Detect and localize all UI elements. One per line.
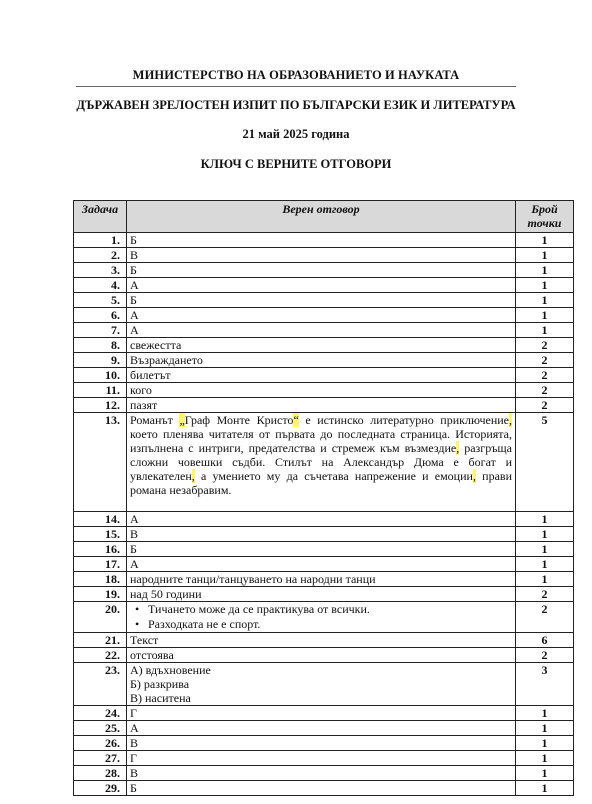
- correct-answer: над 50 години: [127, 587, 516, 602]
- essay-text: Граф Монте Кристо: [184, 413, 294, 427]
- table-row: [74, 383, 574, 398]
- task-number: 15.: [74, 527, 127, 542]
- answer-line: В) наситена: [130, 691, 191, 705]
- points-value: 2: [516, 587, 574, 602]
- points-value: 1: [516, 293, 574, 308]
- points-value: 1: [516, 751, 574, 766]
- table-row: [74, 323, 574, 338]
- table-row: [74, 572, 574, 587]
- table-row: [74, 248, 574, 263]
- task-number: 14.: [74, 512, 127, 527]
- answer-line: Б) разкрива: [130, 677, 190, 691]
- points-value: 1: [516, 527, 574, 542]
- correct-answer: А: [127, 721, 516, 736]
- points-value: 2: [516, 353, 574, 368]
- task-number: 28.: [74, 766, 127, 781]
- task-number: 3.: [74, 263, 127, 278]
- task-number: 4.: [74, 278, 127, 293]
- answer-key-table: [73, 200, 574, 796]
- table-row: [74, 413, 574, 512]
- points-value: 2: [516, 398, 574, 413]
- exam-title: ДЪРЖАВЕН ЗРЕЛОСТЕН ИЗПИТ ПО БЪЛГАРСКИ ЕЗИК И ЛИТЕРАТУРА: [76, 98, 516, 112]
- task-number: 23.: [74, 663, 127, 706]
- points-value: 1: [516, 766, 574, 781]
- table-row: [74, 263, 574, 278]
- task-number: 2.: [74, 248, 127, 263]
- task-number: 19.: [74, 587, 127, 602]
- table-row: [74, 398, 574, 413]
- points-value: 5: [516, 413, 574, 512]
- ministry-title: МИНИСТЕРСТВО НА ОБРАЗОВАНИЕТО И НАУКАТА: [132, 68, 460, 82]
- answer-line: А) вдъхновение: [130, 663, 211, 677]
- correct-answer: А: [127, 278, 516, 293]
- correct-answer: Г: [127, 751, 516, 766]
- column-header-task: Задача: [74, 201, 127, 233]
- task-number: 7.: [74, 323, 127, 338]
- points-value: 1: [516, 248, 574, 263]
- table-row: [74, 368, 574, 383]
- highlighted-punctuation: ,: [509, 413, 513, 427]
- correct-answer: Б: [127, 233, 516, 248]
- points-value: 1: [516, 233, 574, 248]
- essay-text: а умението му да съчетава напрежение и емоции: [194, 469, 473, 483]
- correct-answer: Възраждането: [127, 353, 516, 368]
- task-number: 10.: [74, 368, 127, 383]
- correct-answer: В: [127, 766, 516, 781]
- table-row: [74, 706, 574, 721]
- bullet-list: [130, 602, 512, 632]
- correct-answer: Б: [127, 263, 516, 278]
- correct-answer: Г: [127, 706, 516, 721]
- points-value: 1: [516, 323, 574, 338]
- essay-text: прави романа незабравим.: [130, 469, 512, 497]
- correct-answer: А: [127, 308, 516, 323]
- points-value: 1: [516, 736, 574, 751]
- table-row: [74, 587, 574, 602]
- task-number: 29.: [74, 781, 127, 796]
- column-header-answer: Верен отговор: [127, 201, 516, 233]
- correct-answer: [127, 413, 516, 512]
- correct-answer: [127, 663, 516, 706]
- correct-answer: отстоява: [127, 648, 516, 663]
- essay-text: което пленява читателя от първата до последната страница. Историята, изпълнена с интриги, предателства и стремеж към възмездие: [130, 427, 512, 455]
- highlighted-punctuation: ,: [191, 469, 195, 483]
- points-value: 1: [516, 263, 574, 278]
- task-number: 11.: [74, 383, 127, 398]
- points-value: 1: [516, 572, 574, 587]
- highlighted-punctuation: “: [293, 413, 299, 427]
- points-value: 1: [516, 542, 574, 557]
- highlighted-punctuation: ,: [472, 469, 476, 483]
- answer-key-title: КЛЮЧ С ВЕРНИТЕ ОТГОВОРИ: [200, 157, 392, 171]
- task-number: 21.: [74, 633, 127, 648]
- correct-answer: билетът: [127, 368, 516, 383]
- correct-answer: А: [127, 557, 516, 572]
- essay-text: Романът: [130, 413, 180, 427]
- table-row: [74, 663, 574, 706]
- task-number: 16.: [74, 542, 127, 557]
- correct-answer: В: [127, 736, 516, 751]
- table-row: [74, 557, 574, 572]
- correct-answer: Б: [127, 293, 516, 308]
- table-row: [74, 766, 574, 781]
- task-number: 26.: [74, 736, 127, 751]
- correct-answer: Б: [127, 542, 516, 557]
- points-value: 2: [516, 368, 574, 383]
- correct-answer: народните танци/танцуването на народни танци: [127, 572, 516, 587]
- points-value: 2: [516, 383, 574, 398]
- points-value: 2: [516, 602, 574, 633]
- table-row: [74, 233, 574, 248]
- table-row: [74, 308, 574, 323]
- table-row: [74, 751, 574, 766]
- correct-answer: А: [127, 512, 516, 527]
- bullet-item: • Разходката не е спорт.: [148, 617, 512, 632]
- table-row: [74, 721, 574, 736]
- correct-answer: пазят: [127, 398, 516, 413]
- header-divider: [76, 86, 516, 87]
- points-value: 1: [516, 512, 574, 527]
- task-number: 27.: [74, 751, 127, 766]
- table-row: [74, 338, 574, 353]
- table-header-row: [74, 201, 574, 233]
- points-value: 3: [516, 663, 574, 706]
- task-number: 17.: [74, 557, 127, 572]
- correct-answer: Текст: [127, 633, 516, 648]
- task-number: 8.: [74, 338, 127, 353]
- points-value: 2: [516, 338, 574, 353]
- points-value: 1: [516, 706, 574, 721]
- table-row: [74, 542, 574, 557]
- correct-answer: кого: [127, 383, 516, 398]
- points-value: 2: [516, 648, 574, 663]
- correct-answer: В: [127, 248, 516, 263]
- table-row: [74, 633, 574, 648]
- correct-answer: В: [127, 527, 516, 542]
- points-value: 1: [516, 781, 574, 796]
- task-number: 18.: [74, 572, 127, 587]
- task-number: 13.: [74, 413, 127, 512]
- highlighted-punctuation: „: [179, 413, 185, 427]
- table-row: [74, 353, 574, 368]
- task-number: 25.: [74, 721, 127, 736]
- points-value: 1: [516, 308, 574, 323]
- table-row: [74, 648, 574, 663]
- exam-date: 21 май 2025 година: [242, 127, 350, 141]
- table-row: [74, 736, 574, 751]
- task-number: 12.: [74, 398, 127, 413]
- points-value: 1: [516, 721, 574, 736]
- points-value: 6: [516, 633, 574, 648]
- table-row: [74, 293, 574, 308]
- table-body: [74, 233, 574, 796]
- highlighted-punctuation: ,: [456, 441, 460, 455]
- table-row: [74, 602, 574, 633]
- correct-answer: свежестта: [127, 338, 516, 353]
- column-header-points: Брой точки: [516, 201, 574, 233]
- essay-text: разгръща сложни човешки съдби. Стилът на Александър Дюма е богат и увлекателен: [130, 441, 512, 483]
- table-row: [74, 527, 574, 542]
- task-number: 24.: [74, 706, 127, 721]
- task-number: 5.: [74, 293, 127, 308]
- essay-text: е истинско литературно приключение: [298, 413, 510, 427]
- task-number: 22.: [74, 648, 127, 663]
- points-value: 1: [516, 278, 574, 293]
- task-number: 20.: [74, 602, 127, 633]
- points-value: 1: [516, 557, 574, 572]
- task-number: 9.: [74, 353, 127, 368]
- correct-answer: [127, 602, 516, 633]
- task-number: 6.: [74, 308, 127, 323]
- correct-answer: А: [127, 323, 516, 338]
- table-row: [74, 781, 574, 796]
- table-row: [74, 278, 574, 293]
- table-row: [74, 512, 574, 527]
- bullet-item: • Тичането може да се практикува от всички.: [148, 602, 512, 617]
- correct-answer: Б: [127, 781, 516, 796]
- task-number: 1.: [74, 233, 127, 248]
